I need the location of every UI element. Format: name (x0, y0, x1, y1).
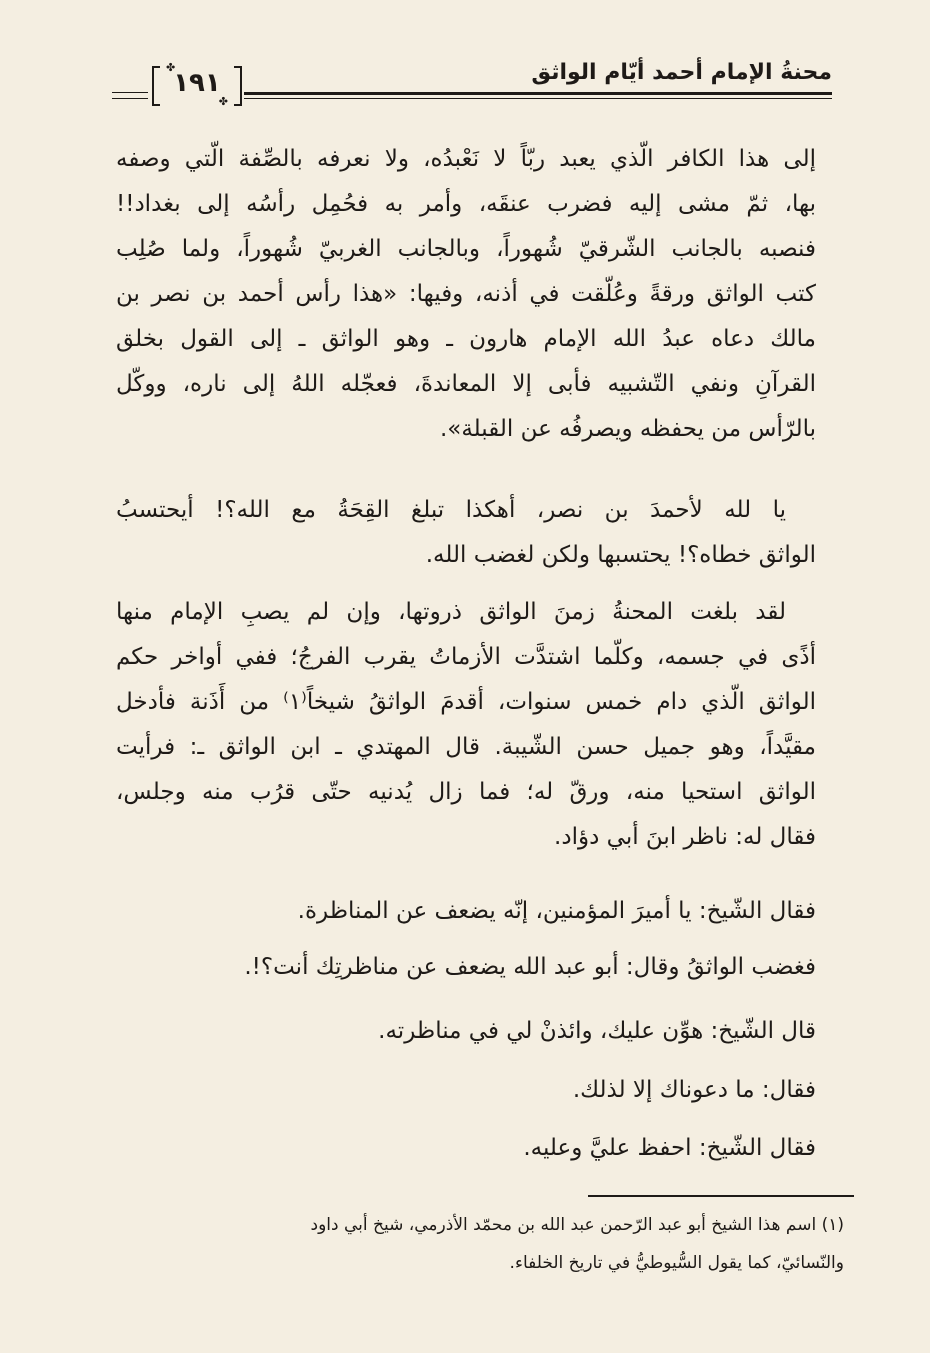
page-number-frame (152, 61, 242, 108)
page-header (112, 58, 832, 110)
text-line: لقد بلغت المحنةُ زمنَ الواثق ذروتها، وإن لم يصبِ الإمام منها (116, 599, 786, 625)
number-side-rule (112, 92, 148, 93)
paragraph (116, 488, 816, 578)
header-rule (244, 92, 832, 95)
dialogue-line: قال الشّيخ: هوِّن عليك، وائذنْ لي في مناظرته. (378, 1018, 816, 1044)
dialogue-line: فقال الشّيخ: يا أميرَ المؤمنين، إنّه يضعف عن المناظرة. (297, 898, 816, 924)
text-line: مقيَّداً، وهو جميل حسن الشّيبة. قال المهتدي ـ ابن الواثق ـ: فرأيت (116, 734, 816, 760)
text-line: إلى هذا الكافر الّذي يعبد ربّاً لا نَعْبدُه، ولا نعرفه بالصِّفة الّتي وصفه (116, 146, 816, 172)
footnote-line: (١) اسم هذا الشيخ أبو عبد الرّحمن عبد الله بن محمّد الأذرمي، شيخ أبي داود (310, 1215, 844, 1235)
text-line: يا لله لأحمدَ بن نصر، أهكذا تبلغ القِحَةُ مع الله؟! أيحتسبُ (116, 497, 786, 523)
text-line: الواثق الّذي دام خمس سنوات، أقدمَ الواثقُ شيخاً⁽١⁾ من أَذَنة فأدخل (116, 689, 817, 715)
ornament-icon: ✤ (166, 61, 176, 74)
page-number: ١٩١ (173, 68, 221, 98)
header-rule-thin (244, 98, 832, 99)
running-title: محنةُ الإمام أحمد أيّام الواثق (531, 60, 832, 85)
text-line: بها، ثمّ مشى إليه فضرب عنقَه، وأمر به فحُمِل رأسُه إلى بغداد!! (116, 191, 816, 217)
footnote (108, 1206, 844, 1282)
dialogue-line: فقال الشّيخ: احفظ عليَّ وعليه. (523, 1135, 816, 1161)
footnote-line: والنّسائيّ، كما يقول السُّيوطيُّ في تاريخ الخلفاء. (509, 1253, 844, 1273)
text-line: الواثق خطاه؟! يحتسبها ولكن لغضب الله. (425, 542, 816, 568)
dialogue-line: فقال: ما دعوناك إلا لذلك. (572, 1077, 816, 1103)
text-line: القرآنِ ونفي التّشبيه فأبى إلا المعاندةَ، فعجّله اللهُ إلى ناره، ووكّل (116, 371, 816, 397)
text-line: فنصبه بالجانب الشّرقيّ شُهوراً، وبالجانب الغربيّ شُهوراً، ولما صُلِب (116, 236, 816, 262)
paragraph (116, 590, 816, 860)
ornament-icon: ✤ (218, 95, 228, 108)
number-side-rule (112, 98, 148, 99)
footnote-separator (588, 1195, 854, 1197)
text-line: الواثق استحيا منه، ورقّ له؛ فما زال يُدنيه حتّى قرُب منه وجلس، (116, 779, 816, 805)
paragraph (116, 137, 816, 452)
text-line: أذًى في جسمه، وكلّما اشتدَّت الأزماتُ يقرب الفرجُ؛ ففي أواخر حكم (116, 644, 816, 670)
text-line: كتب الواثق ورقةً وعُلّقت في أذنه، وفيها: «هذا رأس أحمد بن نصر بن (116, 281, 816, 307)
text-line: فقال له: ناظر ابنَ أبي دؤاد. (554, 824, 816, 850)
text-line: بالرّأس من يحفظه ويصرفُه عن القبلة». (439, 416, 816, 442)
dialogue-line: فغضب الواثقُ وقال: أبو عبد الله يضعف عن مناظرتِك أنت؟!. (244, 954, 816, 980)
text-line: مالك دعاه عبدُ الله الإمام هارون ـ وهو الواثق ـ إلى القول بخلق (116, 326, 816, 352)
